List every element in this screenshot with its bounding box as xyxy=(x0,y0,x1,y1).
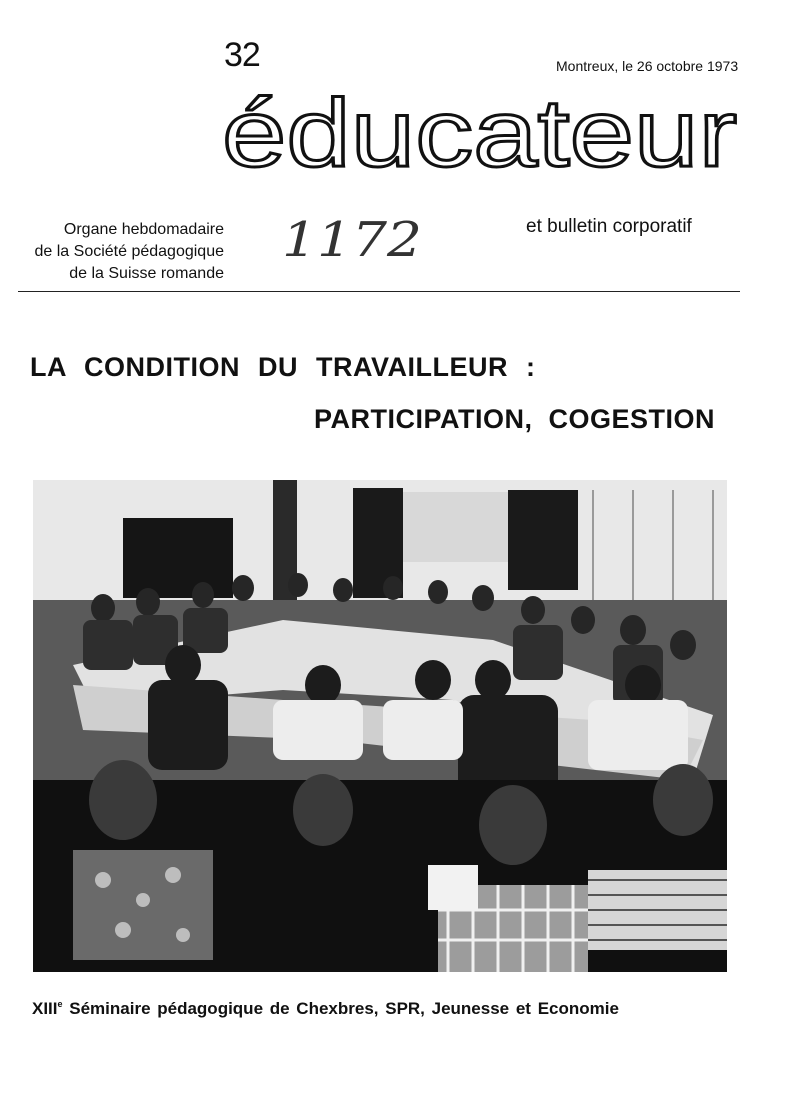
org-line: de la Suisse romande xyxy=(69,265,224,282)
publication-date: Montreux, le 26 octobre 1973 xyxy=(556,58,739,74)
cover-photo xyxy=(33,480,727,972)
masthead-logo xyxy=(222,86,742,178)
handwritten-number xyxy=(278,206,428,270)
masthead-text: éducateur xyxy=(222,86,737,178)
caption-superscript: e xyxy=(57,999,63,1009)
issue-number: 32 xyxy=(224,36,260,74)
org-line: Organe hebdomadaire xyxy=(63,221,224,238)
masthead-title xyxy=(222,86,742,178)
seminar-meeting-photo xyxy=(33,480,727,972)
headline-line-2: PARTICIPATION, COGESTION xyxy=(314,404,716,434)
bulletin-subtitle: et bulletin corporatif xyxy=(526,216,692,237)
org-line: de la Société pédagogique xyxy=(34,243,224,260)
caption-roman: XIII xyxy=(32,999,58,1018)
photo-caption xyxy=(32,999,732,1019)
headline-line-1: LA CONDITION DU TRAVAILLEUR : xyxy=(30,352,536,382)
organization-description xyxy=(14,219,224,285)
caption-text: Séminaire pédagogique de Chexbres, SPR, Jeunesse et Economie xyxy=(62,999,619,1018)
handwritten-mark xyxy=(278,206,428,270)
header-divider xyxy=(18,291,740,292)
svg-text:1172: 1172 xyxy=(282,212,422,268)
